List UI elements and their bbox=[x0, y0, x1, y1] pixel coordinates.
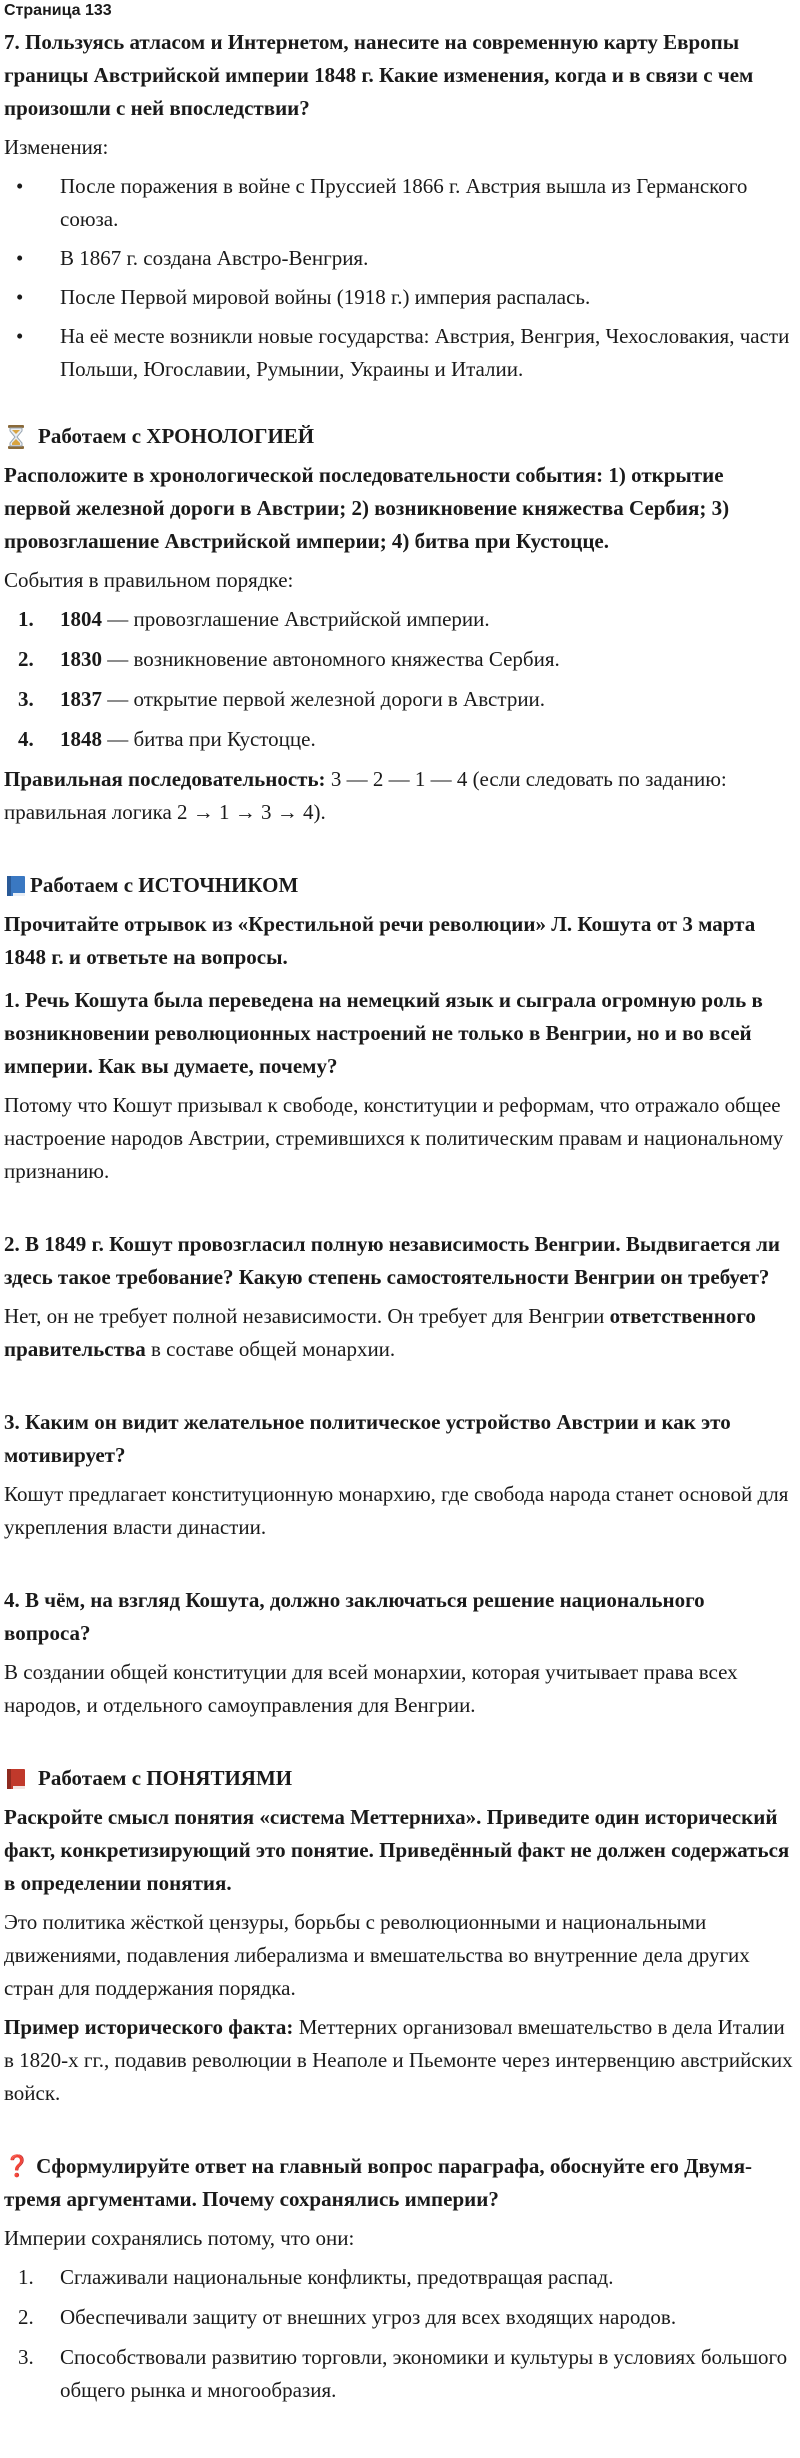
changes-list bbox=[4, 170, 794, 386]
blue-book-icon bbox=[4, 871, 28, 901]
source-task: Прочитайте отрывок из «Крестильной речи революции» Л. Кошута от 3 марта 1848 г. и ответьте на вопросы. bbox=[4, 912, 756, 969]
reasons-list bbox=[4, 2261, 794, 2407]
source-answer-2: Нет, он не требует полной независимости. Он требует для Венгрии ответственного правительства в составе общей монархии. bbox=[4, 1304, 756, 1361]
concepts-definition: Это политика жёсткой цензуры, борьбы с революционными и национальными движениями, подавления либерализма и вмешательства во внутренние дела других стран для поддержания порядка. bbox=[4, 1910, 750, 2000]
concepts-task: Раскройте смысл понятия «система Меттерниха». Приведите один исторический факт, конкретизирующий это понятие. Приведённый факт не должен содержаться в определении понятия. bbox=[4, 1805, 790, 1895]
list-item: 3. Способствовали развитию торговли, экономики и культуры в условиях большого общего рынка и многообразия. bbox=[18, 2345, 788, 2402]
list-item: 3. 1837 — открытие первой железной дороги в Австрии. bbox=[18, 687, 546, 711]
list-item: 2. Обеспечивали защиту от внешних угроз для всех входящих народов. bbox=[18, 2305, 677, 2329]
concepts-example: Пример исторического факта: Меттерних организовал вмешательство в дела Италии в 1820-х гг., подавив революции в Неаполе и Пьемонте через интервенцию австрийских войск. bbox=[4, 2015, 793, 2105]
list-item: 2. 1830 — возникновение автономного княжества Сербия. bbox=[18, 647, 560, 671]
source-heading-text: Работаем с ИСТОЧНИКОМ bbox=[30, 873, 299, 897]
hourglass-icon bbox=[4, 422, 28, 452]
question-7: 7. Пользуясь атласом и Интернетом, нанесите на современную карту Европы границы Австрийской империи 1848 г. Какие изменения, когда и в связи с чем произошли с ней впоследствии? bbox=[4, 30, 754, 120]
source-question-3: 3. Каким он видит желательное политическое устройство Австрии и как это мотивирует? bbox=[4, 1410, 731, 1467]
list-item: • После поражения в войне с Пруссией 1866 г. Австрия вышла из Германского союза. bbox=[4, 170, 794, 236]
chronology-heading bbox=[4, 420, 794, 453]
page-title: Страница 133 bbox=[4, 2, 112, 19]
list-item: 1. Сглаживали национальные конфликты, предотвращая распад. bbox=[18, 2265, 614, 2289]
source-question-4: 4. В чём, на взгляд Кошута, должно заключаться решение национального вопроса? bbox=[4, 1588, 705, 1645]
source-question-1: 1. Речь Кошута была переведена на немецкий язык и сыграла огромную роль в возникновении революционных настроений не только в Венгрии, но и во всей империи. Как вы думаете, почему? bbox=[4, 988, 763, 1078]
list-item: • После Первой мировой войны (1918 г.) империя распалась. bbox=[4, 281, 794, 314]
list-item: • На её месте возникли новые государства: Австрия, Венгрия, Чехословакия, части Польши, Югославии, Румынии, Украины и Италии. bbox=[4, 320, 794, 386]
list-item: • В 1867 г. создана Австро-Венгрия. bbox=[4, 242, 794, 275]
event-year: 1804 bbox=[60, 607, 102, 631]
chronology-task: Расположите в хронологической последовательности события: 1) открытие первой железной дороги в Австрии; 2) возникновение княжества Сербия; 3) провозглашение Австрийской империи; 4) битва при Кустоцце. bbox=[4, 463, 730, 553]
main-question-intro: Империи сохранялись потому, что они: bbox=[4, 2226, 355, 2250]
red-book-icon bbox=[4, 1764, 28, 1794]
list-item: 4. 1848 — битва при Кустоцце. bbox=[18, 727, 316, 751]
question-mark-icon: ❓ bbox=[4, 2154, 31, 2178]
chronology-heading-text: Работаем с ХРОНОЛОГИЕЙ bbox=[38, 424, 315, 448]
event-year: 1830 bbox=[60, 647, 102, 671]
source-answer-4: В создании общей конституции для всей монархии, которая учитывает права всех народов, и отдельного самоуправления для Венгрии. bbox=[4, 1660, 738, 1717]
source-question-2: 2. В 1849 г. Кошут провозгласил полную независимость Венгрии. Выдвигается ли здесь такое требование? Какую степень самостоятельности Венгрии он требует? bbox=[4, 1232, 781, 1289]
concepts-heading bbox=[4, 1762, 794, 1795]
event-year: 1837 bbox=[60, 687, 102, 711]
source-heading bbox=[4, 869, 794, 902]
source-answer-3: Кошут предлагает конституционную монархию, где свобода народа станет основой для укрепления власти династии. bbox=[4, 1482, 789, 1539]
concepts-heading-text: Работаем с ПОНЯТИЯМИ bbox=[38, 1766, 293, 1790]
main-question: ❓ Сформулируйте ответ на главный вопрос параграфа, обоснуйте его Двумя-тремя аргументами. Почему сохранялись империи? bbox=[4, 2154, 753, 2211]
event-year: 1848 bbox=[60, 727, 102, 751]
chronology-answer: Правильная последовательность: 3 — 2 — 1 — 4 (если следовать по заданию: правильная логика 2 → 1 → 3 → 4). bbox=[4, 767, 727, 824]
events-list bbox=[4, 603, 794, 756]
changes-intro: Изменения: bbox=[4, 135, 109, 159]
source-answer-1: Потому что Кошут призывал к свободе, конституции и реформам, что отражало общее настроение народов Австрии, стремившихся к политическим правам и национальному признанию. bbox=[4, 1093, 784, 1183]
chronology-intro: События в правильном порядке: bbox=[4, 568, 294, 592]
list-item: 1. 1804 — провозглашение Австрийской империи. bbox=[18, 607, 490, 631]
